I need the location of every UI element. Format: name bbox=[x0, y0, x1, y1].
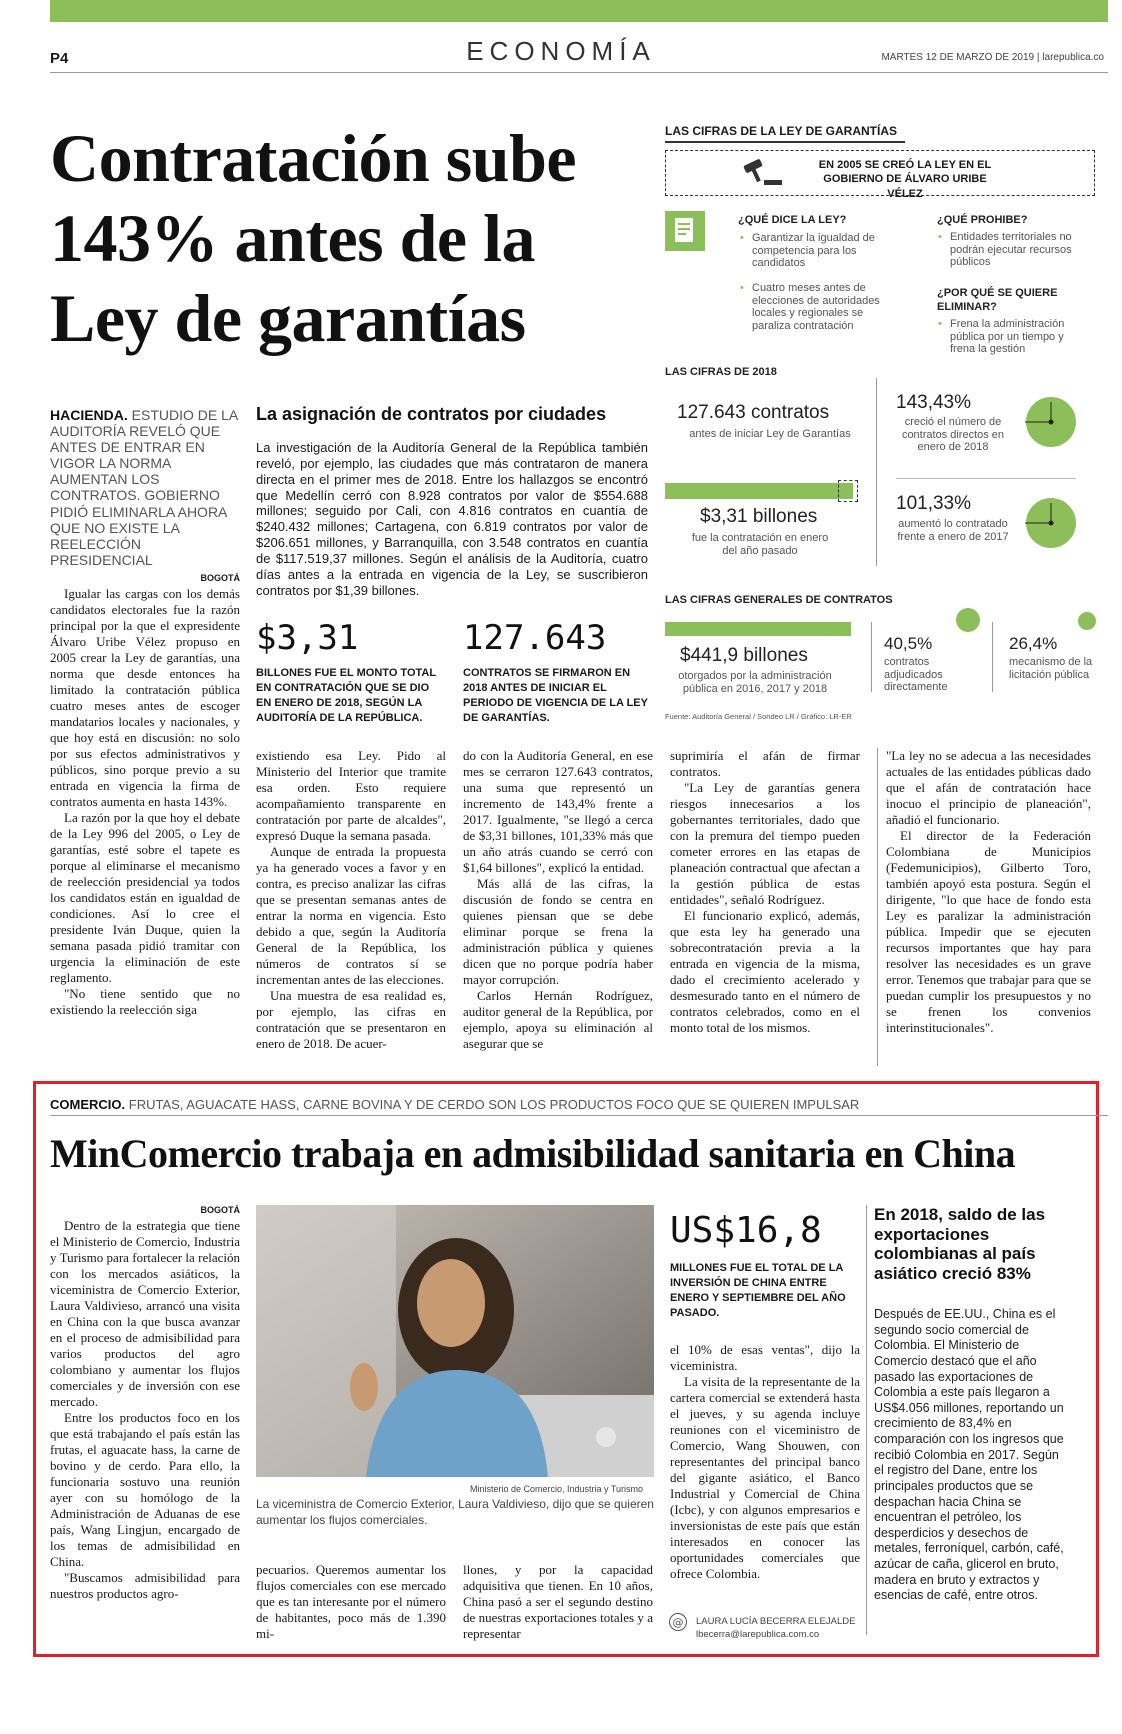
story1-column-3 bbox=[463, 748, 653, 1052]
stat-127643: 127.643 bbox=[463, 618, 607, 658]
contracts-caption: antes de iniciar Ley de Garantías bbox=[689, 428, 851, 440]
paragraph: La visita de la representante de la cartera comercial se extenderá hasta el jueves, y su agenda incluye reuniones con el viceministro de Comercio, Wang Shouwen, con representantes del principal banco del gigante asiático, el Banco Industrial y Comercial de China (Icbc), y con algunos empresarios e inversionistas de este país que están interesados en conocer las oportunidades comerciales que ofrece Colombia. bbox=[670, 1373, 860, 1581]
paragraph: existiendo esa Ley. Pido al Ministerio del Interior que tramite esa orden. Esto requiere acompañamiento transparente en contratación por parte de alcaldes", expresó Duque la semana pasada. bbox=[256, 748, 446, 843]
column-divider bbox=[866, 1205, 867, 1635]
stat-us-16-8-caption: MILLONES FUE EL TOTAL DE LA INVERSIÓN DE CHINA ENTRE ENERO Y SEPTIEMBRE DEL AÑO PASADO. bbox=[670, 1262, 846, 1319]
paragraph: El director de la Federación Colombiana de Municipios (Fedemunicipios), Gilberto Toro, también apoyó esta postura. Según el dirigente, "lo que hace de fondo esta Ley es paralizar la administración pública. Impedir que se ejecuten recursos importantes que hay para resolver las necesidades es un grave error. Tenemos que trabajar para que se puedan cumplir los presupuestos y no se frenen los convenios interinstitucionales". bbox=[886, 827, 1091, 1035]
contracts-value: 127.643 contratos bbox=[677, 402, 830, 423]
dateline: MARTES 12 DE MARZO DE 2019 | larepublica.co bbox=[881, 52, 1104, 63]
cities-intro: La investigación de la Auditoría General de la República también reveló, por ejemplo, las ciudades que más contrataron de manera directa en el primer mes de 2018. Entre los hallazgos se encontró que Medellín cerró con 8.928 contratos por valor de $554.688 millones; seguido por Cali, con 4.816 contratos en cuantía de $240.432 millones; Cartagena, con 6.819 contratos por valor de $206.651 millones, y Barranquilla, con 3.548 contratos en cuantía de $117.519,37 millones. Según el análisis de la Auditoría, cuatro días antes a la entrada en vigencia de la Ley, se suscribieron contratos por $1,39 billones. bbox=[256, 440, 648, 598]
paragraph: "La ley no se adecua a las necesidades actuales de las entidades públicas dado que el afán de contratación hace inocuo el principio de planeación", añadió el funcionario. bbox=[886, 748, 1091, 827]
stat-3-31-caption: BILLONES FUE EL MONTO TOTAL EN CONTRATACIÓN QUE SE DIO EN ENERO DE 2018, SEGÚN LA AUDITORÍA DE LA REPÚBLICA. bbox=[256, 667, 436, 724]
stat-3-31: $3,31 bbox=[256, 618, 359, 658]
svg-text:@: @ bbox=[672, 1616, 684, 1629]
story1-column-4 bbox=[670, 748, 860, 1036]
story2-column-2 bbox=[256, 1562, 446, 1642]
list-item: • Entidades territoriales no podrán ejecutar recursos públicos bbox=[938, 231, 1088, 269]
pct4-caption: mecanismo de la licitación pública bbox=[1009, 656, 1093, 681]
document-icon bbox=[665, 211, 705, 251]
paragraph: "No tiene sentido que no existiendo la reelección siga bbox=[50, 985, 240, 1017]
dateline-city: BOGOTÁ bbox=[200, 1205, 240, 1215]
paragraph: La razón por la que hoy el debate de la Ley 996 del 2005, o Ley de garantías, esté sobre el tapete es porque al eliminarse el mecanismo de reelección presidencial ya todos los candidatos están en igualdad de condiciones. Así lo cree el presidente Iván Duque, quien la semana pasada pidió tramitar con urgencia la eliminación de este reglamento. bbox=[50, 809, 240, 985]
total-caption: otorgados por la administración pública en 2016, 2017 y 2018 bbox=[678, 670, 832, 695]
photo-caption: La viceministra de Comercio Exterior, Laura Valdivieso, dijo que se quieren aumentar los flujos comerciales. bbox=[256, 1497, 654, 1527]
why-eliminate-list bbox=[938, 318, 1088, 364]
story1-column-2 bbox=[256, 748, 446, 1052]
what-says-list bbox=[740, 232, 890, 340]
q-what-says: ¿QUÉ DICE LA LEY? bbox=[738, 214, 847, 226]
section-title: ECONOMÍA bbox=[466, 36, 656, 66]
kicker-rule bbox=[50, 1115, 1108, 1116]
billions-bar bbox=[665, 483, 853, 499]
pct3-dot bbox=[956, 608, 980, 632]
byline bbox=[696, 1615, 855, 1642]
total-value: $441,9 billones bbox=[680, 645, 808, 666]
column-divider bbox=[877, 748, 878, 1066]
paragraph: Igualar las cargas con los demás candidatos electorales fue la razón principal por la que el expresidente Álvaro Uribe Vélez propuso en 2005 crear la Ley de garantías, una norma que desde entonces ha limitado la contratación pública cuatro meses antes de escoger mandatarios locales y nacionales, y que hoy está en discusión: no solo por sus efectos administrativos y públicos, sino porque previo a su entrada en vigencia la firma de contratos aumenta en hasta 143%. bbox=[50, 586, 240, 809]
email-icon bbox=[668, 1612, 688, 1632]
infographic-title: LAS CIFRAS DE LA LEY DE GARANTÍAS bbox=[665, 124, 898, 138]
paragraph: Más allá de las cifras, la discusión de fondo se centra en quienes piensan que se debe eliminar porque se frena la administración pública y quienes dicen que no porque podría haber mayor corrupción. bbox=[463, 875, 653, 987]
story1-column-5 bbox=[886, 748, 1091, 1036]
page-number: P4 bbox=[50, 50, 69, 67]
story2-headline: MinComercio trabaja en admisibilidad sanitaria en China bbox=[50, 1131, 1016, 1176]
infographic-divider bbox=[876, 378, 877, 566]
billions-value: $3,31 billones bbox=[700, 506, 818, 527]
story1-kicker bbox=[50, 407, 240, 568]
paragraph: do con la Auditoría General, en ese mes se cerraron 127.643 contratos, una suma que representó un incremento de 143,4% frente a 2017. Igualmente, "se llegó a cerca de $3,31 billones, 101,33% más que un año atrás cuando se cerró con $1,64 billones", explicó la entidad. bbox=[463, 748, 653, 875]
kicker-text: FRUTAS, AGUACATE HASS, CARNE BOVINA Y DE CERDO SON LOS PRODUCTOS FOCO QUE SE QUIEREN IMPULSAR bbox=[128, 1097, 860, 1112]
dateline-city: BOGOTÁ bbox=[200, 573, 240, 583]
pct1-caption: creció el número de contratos directos en enero de 2018 bbox=[901, 416, 1005, 454]
paragraph: "La Ley de garantías genera riesgos innecesarios a los gobernantes territoriales, dado que con la premura del tiempo pueden cometer errores en las etapas de planeación contractual que afectan a la gestión pública de estas entidades", señaló Rodríguez. bbox=[670, 779, 860, 907]
site-link[interactable]: larepublica.co bbox=[1042, 52, 1104, 63]
paragraph: Una muestra de esa realidad es, por ejemplo, las cifras en contratación que se presentaron en enero de 2018. De acuer- bbox=[256, 987, 446, 1051]
pct2-gauge bbox=[1025, 497, 1077, 549]
paragraph: Aunque de entrada la propuesta ya ha generado voces a favor y en contra, es preciso analizar las cifras que se presentan semanas antes de entrar la norma en vigencia. Esto debido a que, según la Auditoría General de la República, los números de contratos sí se incrementan antes de las elecciones. bbox=[256, 843, 446, 987]
vice-minister-photo bbox=[256, 1205, 654, 1477]
paragraph: Dentro de la estrategia que tiene el Ministerio de Comercio, Industria y Turismo para fortalecer la relación con los mercados asiáticos, la viceministra de Comercio Exterior, Laura Valdivieso, arrancó una visita en China con la que busca avanzar en el proceso de admisibilidad para varios productos del agro colombiano y aumentar los flujos comerciales y de inversión con ese mercado. bbox=[50, 1218, 240, 1409]
pct1-gauge bbox=[1025, 396, 1077, 448]
pct3-value: 40,5% bbox=[884, 634, 933, 653]
paragraph: suprimiría el afán de firmar contratos. bbox=[670, 748, 860, 779]
prohibits-list bbox=[938, 231, 1088, 277]
photo-credit: Ministerio de Comercio, Industria y Turismo bbox=[470, 1484, 644, 1494]
stat-us-16-8: US$16,8 bbox=[670, 1210, 822, 1251]
billions-caption: fue la contratación en enero del año pasado bbox=[691, 532, 829, 557]
paragraph: pecuarios. Queremos aumentar los flujos comerciales con ese mercado que es tan interesante por el número de habitantes, poco más de 1.390 mi- bbox=[256, 1562, 446, 1641]
infographic-banner: EN 2005 SE CREÓ LA LEY EN EL GOBIERNO DE ÁLVARO URIBE VÉLEZ bbox=[818, 159, 992, 200]
story1-column-1 bbox=[50, 573, 240, 1018]
paragraph: el 10% de esas ventas", dijo la viceministra. bbox=[670, 1342, 860, 1373]
total-bar bbox=[665, 622, 851, 636]
list-item: • Garantizar la igualdad de competencia para los candidatos bbox=[740, 232, 890, 270]
paragraph: El funcionario explicó, además, que esta ley ha generado una sobrecontratación previa a la entrada en vigencia de la misma, dado el crecimiento acelerado y desmesurado tanto en el número de contratos celebrados, como en el monto total de los mismos. bbox=[670, 907, 860, 1035]
date: MARTES 12 DE MARZO DE 2019 bbox=[881, 52, 1035, 63]
stat-127643-caption: CONTRATOS SE FIRMARON EN 2018 ANTES DE INICIAR EL PERIODO DE VIGENCIA DE LA LEY DE GARANTÍAS. bbox=[463, 667, 648, 724]
author-name: LAURA LUCÍA BECERRA ELEJALDE bbox=[696, 1616, 856, 1627]
kicker-text: ESTUDIO DE LA AUDITORÍA REVELÓ QUE ANTES DE ENTRAR EN VIGOR LA NORMA AUMENTAN LOS CONTRATOS. GOBIERNO PIDIÓ ELIMINARLA AHORA QUE NO EXISTE LA REELECCIÓN PRESIDENCIAL bbox=[50, 407, 238, 568]
section-general: LAS CIFRAS GENERALES DE CONTRATOS bbox=[665, 594, 893, 606]
story2-column-4 bbox=[670, 1342, 860, 1582]
infographic-divider bbox=[871, 622, 872, 692]
list-item: • Frena la administración pública por un tiempo y frena la gestión bbox=[938, 318, 1088, 356]
billions-bar-marker bbox=[838, 480, 858, 502]
q-prohibits: ¿QUÉ PROHIBE? bbox=[937, 214, 1028, 226]
q-why-eliminate: ¿POR QUÉ SE QUIERE ELIMINAR? bbox=[937, 287, 1058, 314]
story2-column-1 bbox=[50, 1205, 240, 1602]
infographic-divider bbox=[992, 622, 993, 692]
paragraph: "Buscamos admisibilidad para nuestros productos agro- bbox=[50, 1569, 240, 1601]
list-item: • Cuatro meses antes de elecciones de autoridades locales y regionales se paraliza contratación bbox=[740, 282, 890, 333]
kicker-lead: HACIENDA. bbox=[50, 407, 128, 423]
paragraph: Carlos Hernán Rodríguez, auditor general de la República, por ejemplo, apoya su eliminación al asegurar que se bbox=[463, 987, 653, 1051]
paragraph: Entre los productos foco en los que está trabajando el país están las frutas, el aguacate hass, la carne de bovino y de cerdo. Para ello, la funcionaria sostuvo una reunión ayer con su homólogo de la Administración de Aduanas de ese país, Wang Lingjun, encargado de los temas de admisibilidad en China. bbox=[50, 1409, 240, 1569]
infographic-title-rule bbox=[665, 141, 905, 143]
pct2-value: 101,33% bbox=[896, 493, 972, 514]
section-2018: LAS CIFRAS DE 2018 bbox=[665, 366, 777, 378]
gavel-icon bbox=[740, 158, 784, 188]
sidebar-headline: En 2018, saldo de las exportaciones colombianas al país asiático creció 83% bbox=[874, 1205, 1046, 1283]
header-rule bbox=[50, 72, 1108, 73]
story2-kicker bbox=[50, 1097, 859, 1112]
pct3-caption: contratos adjudicados directamente bbox=[884, 656, 948, 694]
paragraph: llones, y por la capacidad adquisitiva que tienen. En 10 años, China pasó a ser el segundo destino de nuestras exportaciones totales y a representar bbox=[463, 1562, 653, 1641]
top-color-bar bbox=[50, 0, 1108, 22]
pct1-value: 143,43% bbox=[896, 392, 972, 413]
stat-divider bbox=[896, 478, 1076, 479]
pct4-value: 26,4% bbox=[1009, 634, 1058, 653]
story2-column-3 bbox=[463, 1562, 653, 1642]
infographic-source: Fuente: Auditoría General / Sondeo LR / Gráfico: LR-ER bbox=[665, 712, 852, 721]
cities-subhead: La asignación de contratos por ciudades bbox=[256, 404, 607, 424]
main-headline: Contratación sube 143% antes de la Ley de garantías bbox=[50, 120, 577, 357]
sidebar-body: Después de EE.UU., China es el segundo socio comercial de Colombia. El Ministerio de Comercio destacó que el año pasado las exportaciones de Colombia a este país llegaron a US$4.056 millones, reportando un crecimiento de 83,4% en comparación con los ingresos que recibió Colombia en 2017. Según el registro del Dane, entre los principales productos que se despachan hacia China se encuentran el petróleo, los desperdicios y desechos de metales, ferroníquel, carbón, café, azúcar de caña, glicerol en bruto, madera en bruto y extractos y esencias de café, entre otros. bbox=[874, 1307, 1064, 1603]
author-email[interactable]: lbecerra@larepublica.com.co bbox=[696, 1629, 820, 1641]
pct2-caption: aumentó lo contratado frente a enero de 2017 bbox=[897, 518, 1009, 543]
pct4-dot bbox=[1078, 612, 1096, 630]
kicker-lead: COMERCIO. bbox=[50, 1097, 126, 1112]
